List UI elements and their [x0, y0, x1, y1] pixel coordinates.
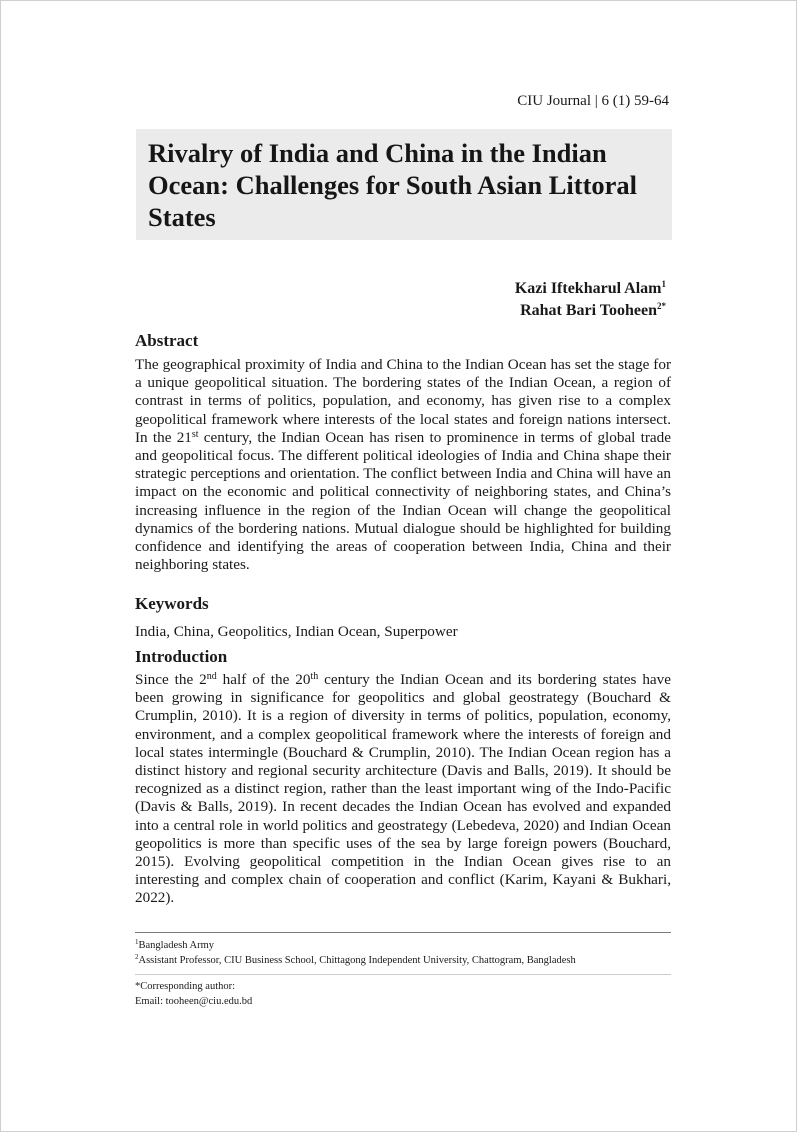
abstract-heading: Abstract — [135, 331, 199, 350]
author-1 — [515, 278, 666, 300]
author-affiliation-mark: 1 — [661, 279, 666, 289]
correspondence-divider — [135, 974, 671, 975]
corresponding-author-label: *Corresponding author: — [135, 981, 236, 992]
running-head: CIU Journal | 6 (1) 59-64 — [517, 93, 669, 109]
corresponding-author-email: Email: tooheen@ciu.edu.bd — [135, 996, 253, 1007]
author-name: Kazi Iftekharul Alam — [514, 280, 662, 297]
footnote-2: $^2$Assistant Professor, CIU Business School, Chittagong Independent University, Chattogram, Bangladesh — [135, 953, 576, 966]
title-box — [136, 129, 672, 240]
footnote-1: $^1$Bangladesh Army — [135, 938, 215, 951]
footnote-divider — [135, 932, 671, 933]
introduction-heading: Introduction — [135, 647, 228, 666]
author-affiliation-mark: 2* — [657, 301, 666, 311]
article-title: Rivalry of India and China in the Indian Ocean: Challenges for South Asian Littoral States — [148, 138, 638, 232]
keywords-heading: Keywords — [135, 594, 209, 613]
abstract-text: The geographical proximity of India and China to the Indian Ocean has set the stage for a unique geopolitical situation. The bordering states of the Indian Ocean, a region of contrast in terms of politics, population, and economy, has given rise to a complex geopolitical framework where interests of the local states and foreign nations intersect. In the 21st century, the Indian Ocean has risen to prominence in terms of global trade and geopolitical focus. The different political ideologies of India and China shape their strategic perceptions and orientation. The conflict between India and China will have an impact on the economic and political connectivity of neighboring states, and China’s increasing influence in the region of the Indian Ocean will change the geopolitical dynamics of the bordering nations. Mutual dialogue should be highlighted for building confidence and identifying the areas of cooperation between India, China and their neighboring states. — [135, 356, 671, 574]
author-2 — [515, 300, 666, 322]
author-name: Rahat Bari Tooheen — [520, 302, 657, 319]
author-list — [515, 278, 666, 322]
keywords-text: India, China, Geopolitics, Indian Ocean, Superpower — [135, 623, 458, 640]
introduction-text: Since the 2nd half of the 20th century the Indian Ocean and its bordering states have been growing in significance for geopolitics and global geostrategy (Bouchard & Crumplin, 2010). It is a region of diversity in terms of politics, population, economy, environment, and a complex geopolitical framework where the interests of foreign and local states intermingle (Bouchard & Crumplin, 2010). The Indian Ocean region has a distinct history and regional security architecture (Davis and Balls, 2019). It should be recognized as a distinct region, rather than the least important wing of the Indo-Pacific (Davis & Balls, 2019). In recent decades the Indian Ocean has evolved and expanded into a central role in world politics and geostrategy (Lebedeva, 2020) and Indian Ocean geopolitics is more than specific uses of the sea by large foreign powers (Bouchard, 2015). Evolving geopolitical competition in the Indian Ocean gives rise to an interesting and complex chain of cooperation and conflict (Karim, Kayani & Bukhari, 2022). — [135, 671, 671, 907]
